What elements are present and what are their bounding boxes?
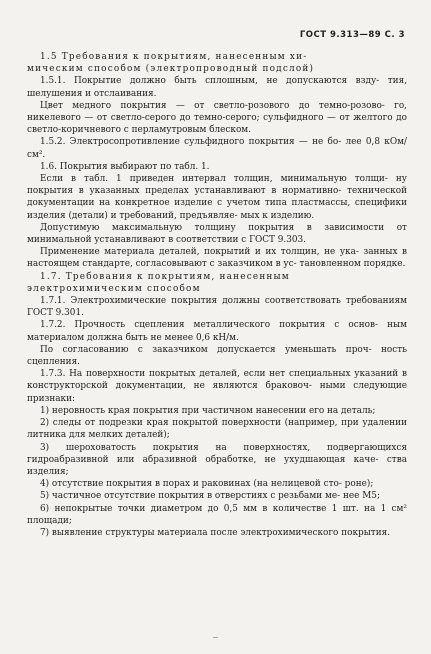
list-item-1: 1) неровность края покрытия при частичном нанесении его на деталь; (40, 405, 376, 416)
list-item-3: 3) шероховатость покрытия на поверхностях, подвергающихся гидроабразивной или абразивной обработке, не ухудшающая каче- ства изделия; (27, 442, 407, 477)
section-heading-1-7: 1.7. Требования к покрытиям, нанесенным электрохимическим способом (27, 271, 290, 294)
paragraph-1-5-2: 1.5.2. Электросопротивление сульфидного покрытия — не бо- лее 0,8 кОм/см². (27, 137, 408, 160)
paragraph-1-6: 1.6. Покрытия выбирают по табл. 1. (40, 161, 210, 172)
paragraph-1-7-1: 1.7.1. Электрохимические покрытия должны соответствовать требованиям ГОСТ 9.301. (27, 296, 407, 319)
list-item-5: 5) частичное отсутствие покрытия в отверстиях с резьбами ме- нее М5; (40, 491, 380, 502)
paragraph-1-5-1: 1.5.1. Покрытие должно быть сплошным, не допускаются взду- тия, шелушения и отслаивания. (27, 76, 408, 99)
list-item-4: 4) отсутствие покрытия в порах и раковинах (на нелицевой сто- роне); (40, 479, 374, 490)
scan-mark (213, 637, 218, 638)
list-item-7: 7) выявление структуры материала после электрохимического покрытия. (40, 527, 391, 538)
paragraph-max-thickness: Допустимую максимальную толщину покрытия в зависимости от минимальной устанавливают в соответствии с ГОСТ 9.303. (27, 222, 407, 246)
paragraph-materials: Применение материала деталей, покрытий и их толщин, не ука- занных в настоящем стандарте, согласовывают с заказчиком в ус- тановленном порядке. (27, 247, 407, 270)
paragraph-agreement: По согласованию с заказчиком допускается уменьшать проч- ность сцепления. (27, 344, 407, 368)
paragraph-1-7-2: 1.7.2. Прочность сцепления металлического покрытия с основ- ным материалом должна быть не менее 0,6 кН/м. (27, 320, 407, 343)
paragraph-color: Цвет медного покрытия — от светло-розового до темно-розово- го, никелевого — от светло-серого до темно-серого; сульфидного — от желтого до светло-коричневого с перламутровым блеском. (27, 100, 407, 136)
paragraph-interval: Если в табл. 1 приведен интервал толщин, минимальную толщи- ну покрытия в указанных пределах устанавливают в нормативно- технической документации на конкретное изделие с учетом типа пластмассы, специфики изделия (детали) и требований, предъявляе- мых к изделию. (27, 174, 407, 221)
page-header: ГОСТ 9.313—89 С. 3 (299, 30, 405, 40)
list-item-2: 2) следы от подрезки края покрытой поверхности (например, при удалении литника для мелких деталей); (27, 418, 407, 441)
document-body (27, 51, 407, 539)
list-item-6: 6) непокрытые точки диаметром до 0,5 мм в количестве 1 шт. на 1 см² площади; (27, 503, 407, 526)
section-heading-1-5: 1.5 Требования к покрытиям, нанесенным хи- мическим способом (электропроводный подслой) (27, 52, 315, 75)
paragraph-1-7-3: 1.7.3. На поверхности покрытых деталей, если нет специальных указаний в конструкторской документации, не являются браковоч- ными следующие признаки: (27, 369, 407, 404)
